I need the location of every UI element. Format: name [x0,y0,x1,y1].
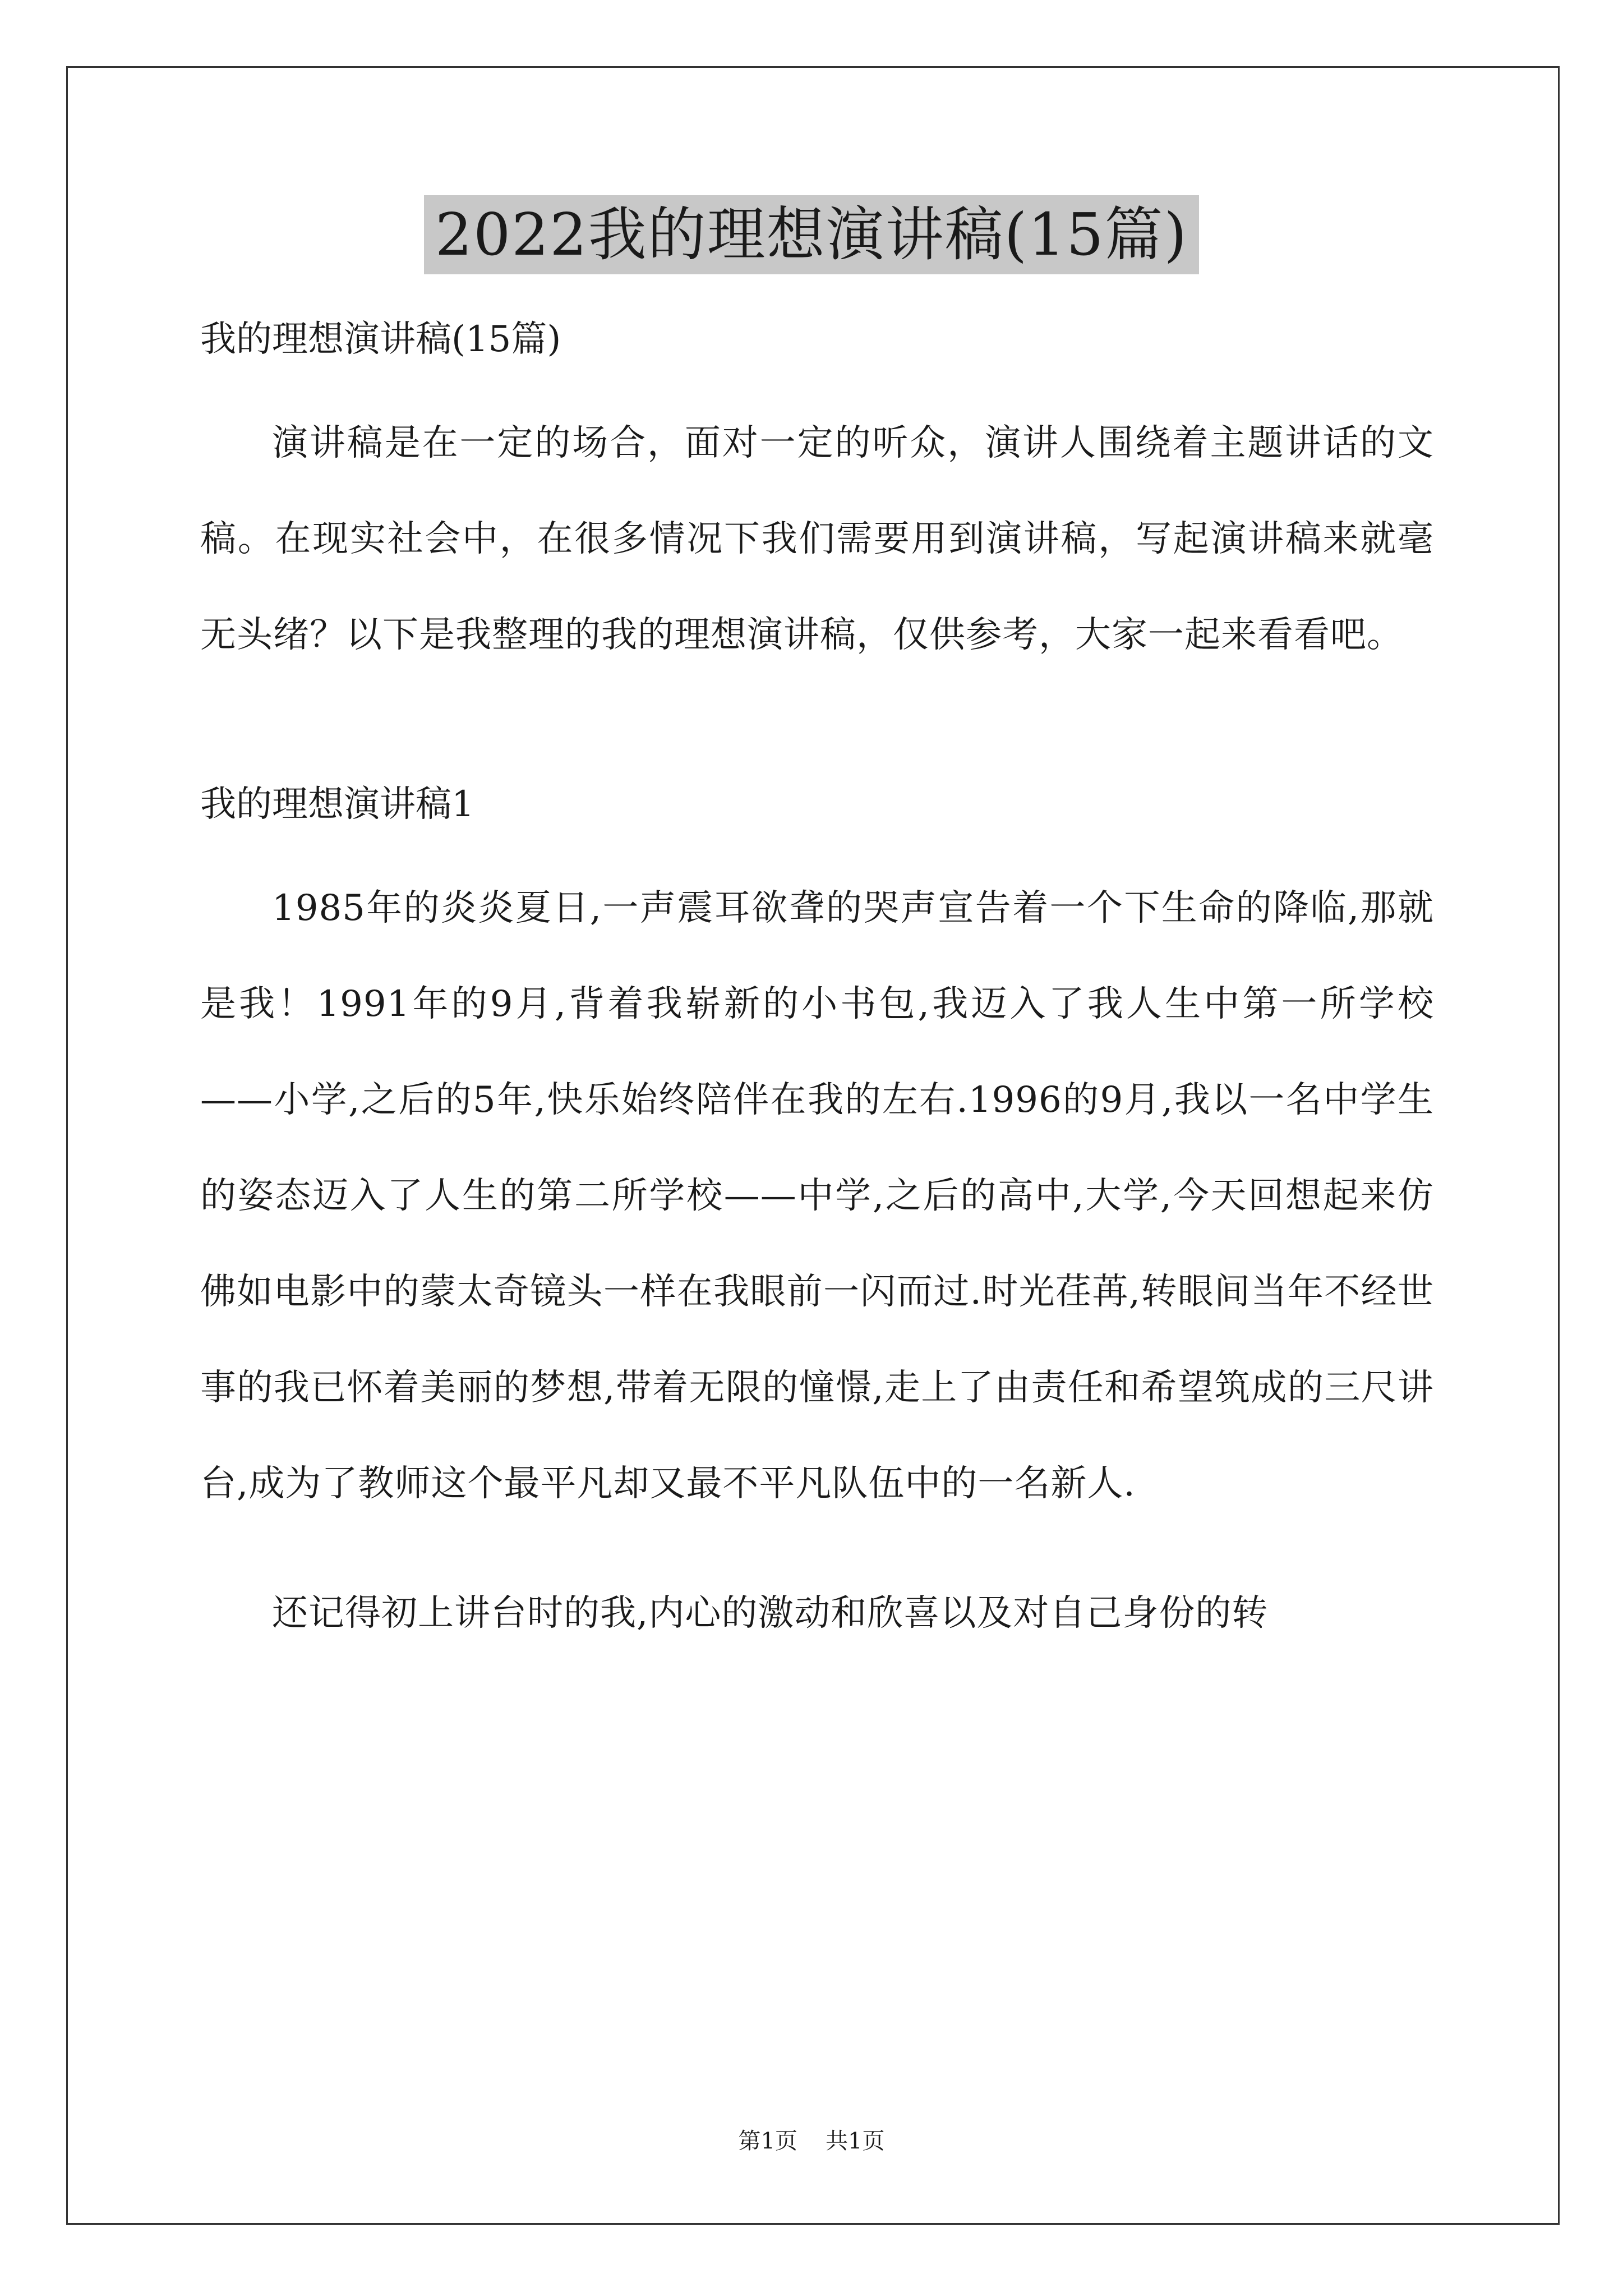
document-subtitle: 我的理想演讲稿(15篇) [200,319,561,360]
intro-paragraph: 演讲稿是在一定的场合，面对一定的听众，演讲人围绕着主题讲话的文稿。在现实社会中，在很多情况下我们需要用到演讲稿，写起演讲稿来就毫无头绪？以下是我整理的我的理想演讲稿，仅供参考，大家一起来看看吧。 [200,422,1434,656]
title-area [0,195,1623,274]
section-heading: 我的理想演讲稿1 [200,784,474,825]
section-paragraph: 1985年的炎炎夏日,一声震耳欲聋的哭声宣告着一个下生命的降临,那就是我！1991年的9月,背着我崭新的小书包,我迈入了我人生中第一所学校——小学,之后的5年,快乐始终陪伴在我的左右.1996的9月,我以一名中学生的姿态迈入了人生的第二所学校——中学,之后的高中,大学,今天回想起来仿佛如电影中的蒙太奇镜头一样在我眼前一闪而过.时光荏苒,转眼间当年不经世事的我已怀着美丽的梦想,带着无限的憧憬,走上了由责任和希望筑成的三尺讲台,成为了教师这个最平凡却又最不平凡队伍中的一名新人. [200,887,1434,1504]
page-total: 共1页 [826,2128,885,2154]
document-body [200,306,1434,1695]
page-number: 第1页 [738,2128,797,2154]
section-paragraph: 还记得初上讲台时的我,内心的激动和欣喜以及对自己身份的转 [272,1593,1269,1634]
page-footer [0,2123,1623,2155]
document-title: 2022我的理想演讲稿(15篇) [424,195,1199,274]
